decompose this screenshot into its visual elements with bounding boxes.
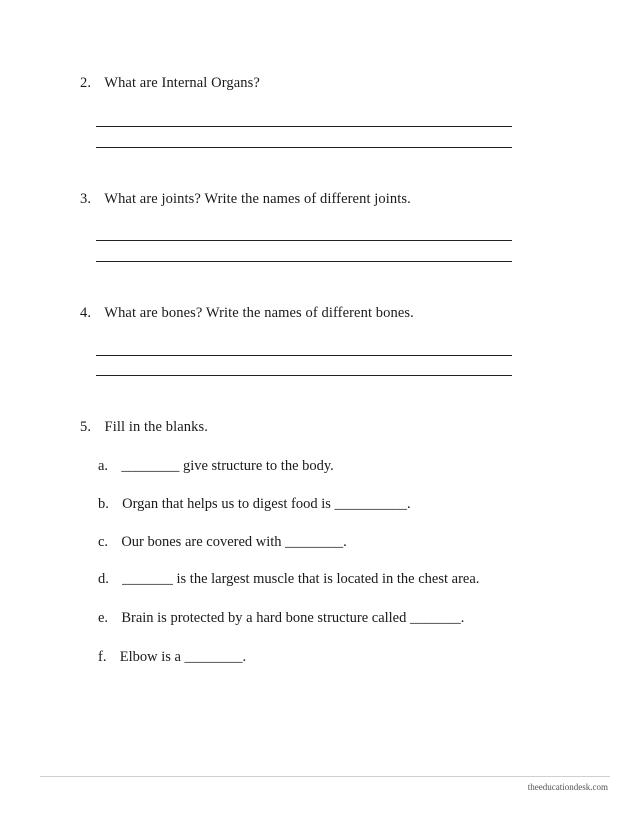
item-letter: d. — [98, 571, 109, 587]
blank-item-f — [98, 649, 246, 666]
item-letter: e. — [98, 610, 109, 626]
item-text: Our bones are covered with ________. — [121, 534, 347, 550]
answer-line[interactable] — [96, 375, 512, 376]
item-text: Organ that helps us to digest food is __________. — [122, 496, 411, 512]
item-letter: c. — [98, 534, 109, 550]
blank-item-e — [98, 610, 464, 627]
question-5 — [80, 419, 208, 436]
question-2 — [80, 75, 260, 92]
item-text: Brain is protected by a hard bone structure called _______. — [121, 610, 465, 626]
footer-site: theeducationdesk.com — [527, 782, 608, 792]
question-number: 5. — [80, 419, 92, 435]
item-text: _______ is the largest muscle that is located in the chest area. — [122, 571, 480, 587]
item-letter: a. — [98, 458, 109, 474]
item-letter: f. — [98, 649, 107, 665]
question-text: Fill in the blanks. — [104, 419, 208, 435]
answer-line[interactable] — [96, 355, 512, 356]
question-4 — [80, 305, 414, 322]
answer-line[interactable] — [96, 240, 512, 241]
question-text: What are bones? Write the names of different bones. — [104, 305, 414, 321]
question-number: 3. — [80, 191, 92, 207]
answer-line[interactable] — [96, 126, 512, 127]
item-letter: b. — [98, 496, 109, 512]
answer-line[interactable] — [96, 261, 512, 262]
question-text: What are joints? Write the names of different joints. — [104, 191, 411, 207]
answer-line[interactable] — [96, 147, 512, 148]
blank-item-b — [98, 496, 411, 513]
blank-item-a — [98, 458, 334, 475]
question-3 — [80, 191, 411, 208]
question-number: 4. — [80, 305, 92, 321]
question-number: 2. — [80, 75, 92, 91]
question-text: What are Internal Organs? — [104, 75, 260, 91]
footer-divider — [40, 776, 610, 777]
blank-item-c — [98, 534, 347, 551]
item-text: Elbow is a ________. — [119, 649, 247, 665]
blank-item-d — [98, 571, 479, 588]
item-text: ________ give structure to the body. — [121, 458, 334, 474]
